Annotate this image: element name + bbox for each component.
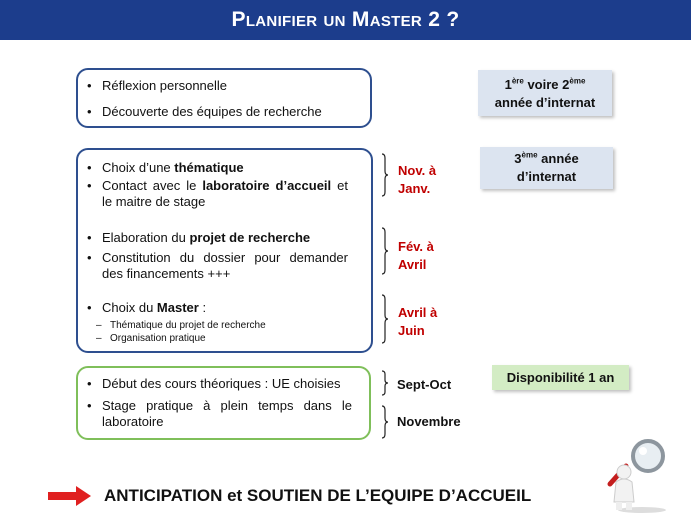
period-novembre: Novembre xyxy=(397,414,461,429)
tag-year3-line2: d’internat xyxy=(516,169,577,184)
subitem-thematique: – Thématique du projet de recherche xyxy=(86,319,348,332)
bullet-reflexion: • Réflexion personnelle xyxy=(86,78,362,94)
tag-year3-rest: année xyxy=(537,151,579,166)
tag-availability: Disponibilité 1 an xyxy=(492,365,629,390)
bullet-decouverte: • Découverte des équipes de recherche xyxy=(86,104,362,120)
footer-banner xyxy=(48,481,608,511)
brace-avril-juin xyxy=(381,294,389,344)
elaboration-text: Elaboration du xyxy=(102,230,190,245)
tag-year1-sup2: ème xyxy=(569,76,586,86)
tag-year1-line2: année d’internat xyxy=(494,95,596,110)
tag-year3-sup: ème xyxy=(521,150,538,160)
tag-third-year xyxy=(480,147,613,189)
tag-year1-num1: 1 xyxy=(504,77,512,92)
bullet-choix-thematique xyxy=(86,160,348,176)
tag-year1-line1 xyxy=(478,76,612,94)
bullet-debut-cours: • Début des cours théoriques : UE choisies xyxy=(86,376,352,392)
thematique-bold: thématique xyxy=(174,160,244,175)
brace-novembre xyxy=(381,405,389,439)
period-fev-avril: Fév. à Avril xyxy=(398,239,434,272)
box-project-planning xyxy=(76,148,373,353)
tag-first-second-year xyxy=(478,70,612,116)
tag-year1-sup1: ère xyxy=(511,76,524,86)
bullet-constitution: • Constitution du dossier pour demander des financements +++ xyxy=(86,250,348,282)
choix-thematique-text: Choix d’une xyxy=(102,160,175,175)
footer-text: ANTICIPATION et SOUTIEN DE L’EQUIPE D’ACCUEIL xyxy=(104,486,532,505)
projet-recherche-bold: projet de recherche xyxy=(189,230,311,245)
period-nov-jan: Nov. à Janv. xyxy=(398,163,437,196)
brace-fev-avril xyxy=(381,227,389,275)
maitre-stage-text: et le maitre de stage xyxy=(102,178,348,209)
tag-year3-num: 3 xyxy=(514,151,522,166)
title-bar xyxy=(0,0,691,40)
period-sept-oct: Sept-Oct xyxy=(397,377,452,392)
brace-nov-jan xyxy=(381,153,389,197)
subitem-organisation: – Organisation pratique xyxy=(86,332,348,345)
bullet-elaboration xyxy=(86,230,348,246)
master-bold: Master xyxy=(156,300,199,315)
bullet-contact-labo xyxy=(86,178,348,210)
tag-year1-mid: voire 2 xyxy=(523,77,570,92)
choix-master-colon: : xyxy=(198,300,207,315)
magnifier-figure-icon xyxy=(596,426,686,514)
page-title: Planifier un Master 2 ? xyxy=(231,8,460,31)
contact-text: Contact avec le xyxy=(102,178,203,193)
right-arrow-icon xyxy=(48,485,92,507)
choix-master-text: Choix du xyxy=(102,300,157,315)
brace-sept-oct xyxy=(381,370,389,396)
tag-year3-line1 xyxy=(480,150,613,168)
period-avril-juin: Avril à Juin xyxy=(398,305,438,338)
box-reflection xyxy=(76,68,372,128)
labo-accueil-bold: laboratoire d’accueil xyxy=(202,178,332,193)
box-first-year xyxy=(76,366,371,440)
bullet-stage-pratique: • Stage pratique à plein temps dans le laboratoire xyxy=(86,398,352,430)
bullet-choix-master xyxy=(86,300,348,316)
